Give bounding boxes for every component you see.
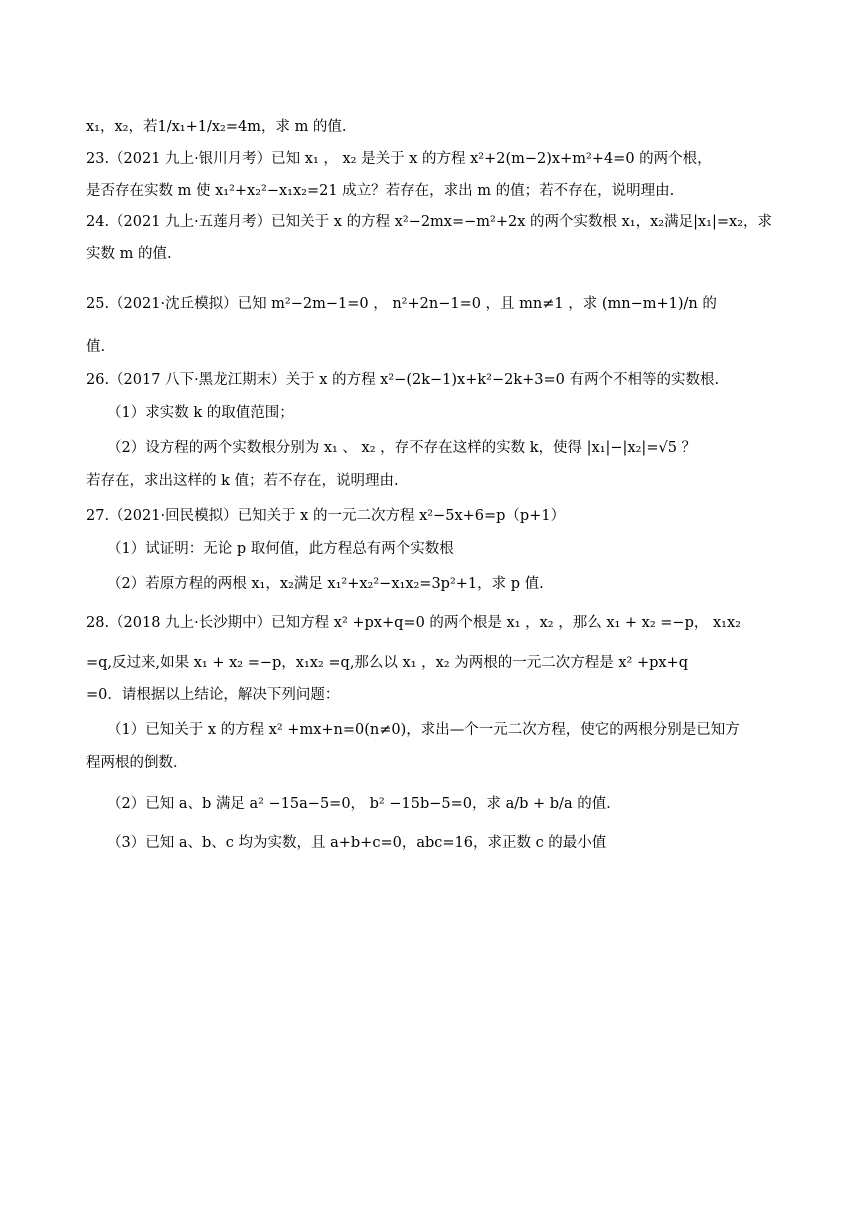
problem-28-part-2: （2）已知 a、b 满足 a² −15a−5=0， b² −15b−5=0，求 a/b + b/a 的值．	[107, 796, 621, 812]
problem-23-line-1	[86, 148, 790, 170]
problem-26-line-1: 26.（2017 八下·黑龙江期末）关于 x 的方程 x²−(2k−1)x+k²−2k+3=0 有两个不相等的实数根.	[86, 372, 720, 388]
problem-23-line-2: 是否存在实数 m 使 x₁²+x₂²−x₁x₂=21 成立？若存在，求出 m 的值；若不存在，说明理由.	[86, 183, 675, 199]
problem-25-line-1: 25.（2021·沈丘模拟）已知 m²−2m−1=0 ， n²+2n−1=0 ，且 mn≠1 ，求 (mn−m+1)/n 的	[86, 296, 717, 312]
problem-28-part-3: （3）已知 a、b、c 均为实数，且 a+b+c=0，abc=16，求正数 c 的最小值	[107, 835, 607, 851]
problem-28-line-1: 28.（2018 九上·长沙期中）已知方程 x² +px+q=0 的两个根是 x₁ ，x₂ ，那么 x₁ + x₂ =−p， x₁x₂	[86, 615, 741, 631]
problem-27-part-2: （2）若原方程的两根 x₁，x₂满足 x₁²+x₂²−x₁x₂=3p²+1，求 p 值.	[107, 576, 544, 592]
problem-28-part-1-cont: 程两根的倒数．	[86, 755, 188, 771]
problem-26-part-2-cont: 若存在，求出这样的 k 值；若不存在，说明理由.	[86, 473, 399, 489]
problem-24-line-1: 24.（2021 九上·五莲月考）已知关于 x 的方程 x²−2mx=−m²+2x 的两个实数根 x₁，x₂满足|x₁|=x₂，求	[86, 214, 772, 230]
problem-28-part-1: （1）已知关于 x 的方程 x² +mx+n=0(n≠0)，求出—个一元二次方程，使它的两根分别是已知方	[107, 722, 740, 738]
problem-26-part-2: （2）设方程的两个实数根分别为 x₁ 、 x₂ ，存不存在这样的实数 k，使得 |x₁|−|x₂|=√5 ？	[107, 440, 697, 456]
problem-26-part-1: （1）求实数 k 的取值范围；	[107, 405, 294, 421]
problem-27-part-1: （1）试证明：无论 p 取何值，此方程总有两个实数根	[107, 541, 454, 557]
problem-24-line-2: 实数 m 的值.	[86, 246, 172, 262]
problem-28-line-2: =q,反过来,如果 x₁ + x₂ =−p，x₁x₂ =q,那么以 x₁ ，x₂ 为两根的一元二次方程是 x² +px+q	[86, 655, 688, 671]
problem-28-line-3: =0．请根据以上结论，解决下列问题：	[86, 687, 340, 703]
problem-25-line-2: 值.	[86, 339, 106, 355]
text-line: 23.（2021 九上·银川月考）已知 x₁ ， x₂ 是关于 x 的方程 x²+2(m−2)x+m²+4=0 的两个根，	[86, 151, 712, 167]
text-line: x₁，x₂，若1/x₁+1/x₂=4m，求 m 的值.	[86, 119, 347, 135]
problem-27-line-1: 27.（2021·回民模拟）已知关于 x 的一元二次方程 x²−5x+6=p（p+1）	[86, 508, 566, 524]
